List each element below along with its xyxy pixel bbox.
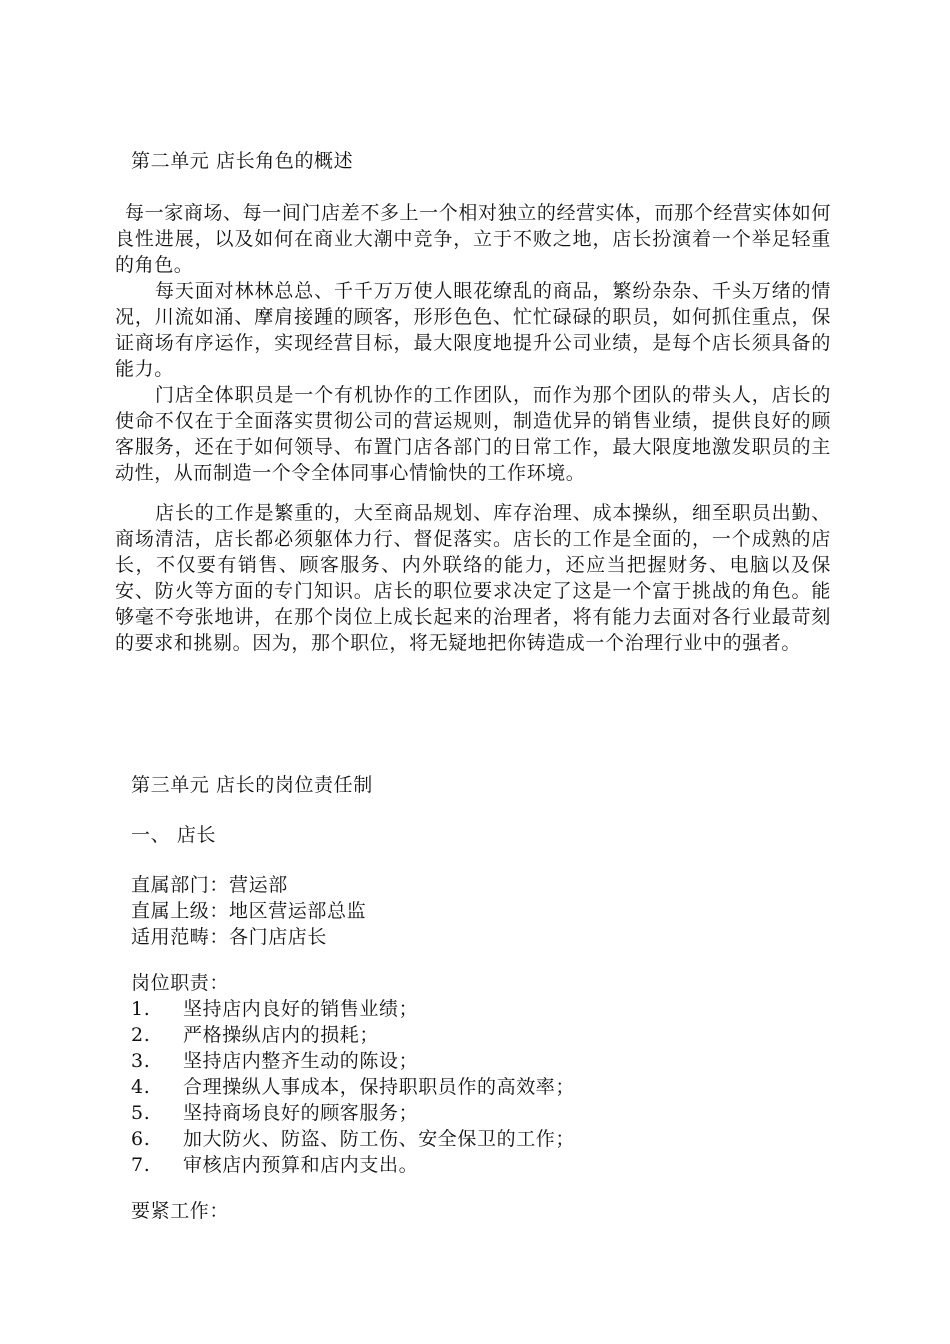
duty-text: 加大防火、防盗、防工伤、安全保卫的工作； [183, 1128, 576, 1150]
duty-text: 合理操纵人事成本，保持职职员作的高效率； [183, 1076, 576, 1098]
duty-item [131, 1074, 575, 1100]
section-3-title: 第三单元 店长的岗位责任制 [131, 774, 373, 796]
duty-text: 坚持商场良好的顾客服务； [183, 1102, 419, 1124]
info-line-scope: 适用范畴：各门店店长 [131, 926, 328, 948]
duty-item [131, 1100, 418, 1126]
section-2-title: 第二单元 店长角色的概述 [131, 150, 354, 172]
duty-number: 2. [131, 1024, 151, 1046]
duty-item [131, 996, 418, 1022]
duty-number: 6. [131, 1128, 151, 1150]
duty-item [131, 1022, 379, 1048]
section-3-subtitle: 一、 店长 [131, 824, 217, 846]
section-2-paragraph-1: 每一家商场、每一间门店差不多上一个相对独立的经营实体，而那个经营实体如何良性进展，以及如何在商业大潮中竞争，立于不败之地，店长扮演着一个举足轻重的角色。 [115, 202, 831, 276]
duty-number: 3. [131, 1050, 151, 1072]
section-2-paragraph-2: 每天面对林林总总、千千万万使人眼花缭乱的商品，繁纷杂杂、千头万绪的情况，川流如涌、摩肩接踵的顾客，形形色色、忙忙碌碌的职员，如何抓住重点，保证商场有序运作，实现经营目标，最大限度地提升公司业绩，是每个店长须具备的能力。 [115, 280, 831, 380]
duty-number: 4. [131, 1076, 151, 1098]
duty-text: 坚持店内良好的销售业绩； [183, 998, 419, 1020]
duty-number: 7. [131, 1154, 151, 1176]
duty-text: 坚持店内整齐生动的陈设； [183, 1050, 419, 1072]
info-line-superior: 直属上级：地区营运部总监 [131, 900, 367, 922]
main-work-label: 要紧工作： [131, 1200, 230, 1222]
duty-number: 5. [131, 1102, 151, 1124]
duty-item [131, 1048, 418, 1074]
duty-text: 严格操纵店内的损耗； [183, 1024, 380, 1046]
duty-text: 审核店内预算和店内支出。 [183, 1154, 419, 1176]
duty-number: 1. [131, 998, 151, 1020]
duties-label: 岗位职责： [131, 972, 230, 994]
section-2-paragraph-3: 门店全体职员是一个有机协作的工作团队，而作为那个团队的带头人，店长的使命不仅在于全面落实贯彻公司的营运规则，制造优异的销售业绩，提供良好的顾客服务，还在于如何领导、布置门店各部门的日常工作，最大限度地激发职员的主动性，从而制造一个令全体同事心情愉快的工作环境。 [115, 384, 831, 484]
info-line-department: 直属部门：营运部 [131, 874, 288, 896]
section-2-paragraph-4: 店长的工作是繁重的，大至商品规划、库存治理、成本操纵，细至职员出勤、商场清洁，店长都必须躯体力行、督促落实。店长的工作是全面的，一个成熟的店长，不仅要有销售、顾客服务、内外联络的能力，还应当把握财务、电脑以及保安、防火等方面的专门知识。店长的职位要求决定了这是一个富于挑战的角色。能够毫不夸张地讲，在那个岗位上成长起来的治理者，将有能力去面对各行业最苛刻的要求和挑剔。因为，那个职位，将无疑地把你铸造成一个治理行业中的强者。 [115, 502, 831, 654]
duty-item [131, 1152, 418, 1178]
duty-item [131, 1126, 575, 1152]
